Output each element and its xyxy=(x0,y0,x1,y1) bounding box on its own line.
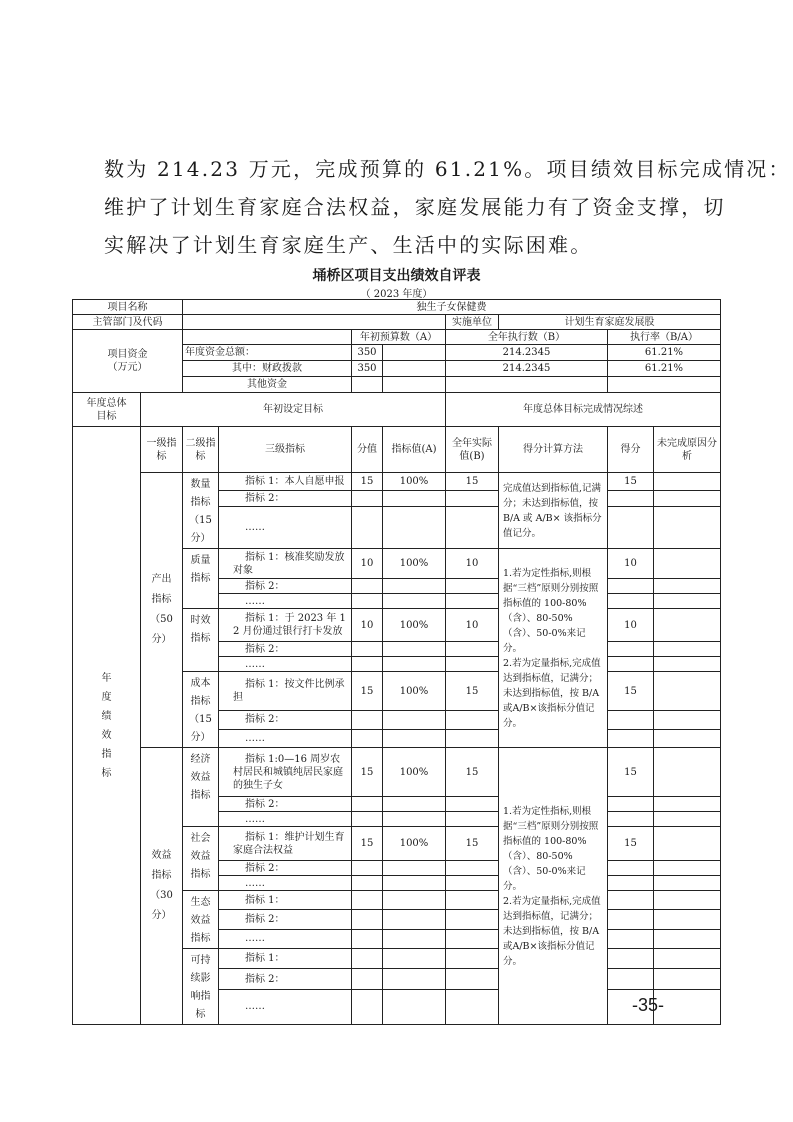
header-score-value: 分值 xyxy=(352,427,383,473)
table-row xyxy=(73,473,721,491)
score-method: 1.若为定性指标,则根据“三档”原则分别按照指标值的 100-80%（含）、80-50%（含）、50-0%来记分。 2.若为定量指标,完成值达到指标值，记满分；未达到指标值，按 B/A 或A/B×该指标分值记分。 xyxy=(499,549,608,748)
indicator-actual xyxy=(446,929,499,948)
project-name-label: 项目名称 xyxy=(73,300,183,315)
indicator-score-value xyxy=(352,861,383,876)
indicator-actual xyxy=(446,711,499,729)
reason-cell xyxy=(654,876,721,891)
indicator-score-value: 15 xyxy=(352,672,383,711)
group-label-text: 效益指标（30分） xyxy=(150,850,173,921)
blank-cell xyxy=(383,345,446,361)
reason-cell xyxy=(654,657,721,672)
indicator-name: 指标 2： xyxy=(219,861,352,876)
indicator-target xyxy=(383,579,446,594)
indicator-target: 100% xyxy=(383,748,446,797)
reason-cell xyxy=(654,812,721,827)
indicator-score: 10 xyxy=(608,549,654,579)
indicator-score-value xyxy=(352,711,383,729)
indicator-score-value xyxy=(352,969,383,989)
annual-perf-label xyxy=(73,427,141,1025)
paragraph-line: 实解决了计划生育家庭生产、生活中的实际困难。 xyxy=(104,233,593,257)
funds-row-label: 其中：财政拨款 xyxy=(183,361,352,377)
indicator-target xyxy=(383,876,446,891)
indicator-name: 指标 2： xyxy=(219,711,352,729)
exec-value: 214.2345 xyxy=(446,361,608,377)
header-reason: 未完成原因分析 xyxy=(654,427,721,473)
reason-cell xyxy=(654,507,721,549)
indicator-actual xyxy=(446,490,499,507)
indicator-name: 指标 2： xyxy=(219,797,352,812)
impl-unit-label: 实施单位 xyxy=(446,315,499,330)
indicator-score: 15 xyxy=(608,672,654,711)
indicator-actual: 15 xyxy=(446,827,499,861)
header-actual-value: 全年实际值(B) xyxy=(446,427,499,473)
blank-cell xyxy=(383,361,446,377)
indicator-target xyxy=(383,929,446,948)
benefit_group-label xyxy=(141,748,183,1025)
indicator-actual xyxy=(446,876,499,891)
header-level3: 三级指标 xyxy=(219,427,352,473)
subgroup-label-text: 社会效益指标 xyxy=(190,833,211,880)
subgroup-label xyxy=(183,549,219,609)
table-row xyxy=(73,393,721,427)
indicator-score-value xyxy=(352,594,383,609)
rate-value: 61.21% xyxy=(608,345,721,361)
indicator-target xyxy=(383,989,446,1024)
table-row xyxy=(73,300,721,315)
rate-value xyxy=(608,377,721,393)
indicator-name: …… xyxy=(219,507,352,549)
reason-cell xyxy=(654,490,721,507)
indicator-target xyxy=(383,861,446,876)
subgroup-label-text: 质量指标 xyxy=(190,555,211,584)
indicator-score-value xyxy=(352,507,383,549)
funds-row-label: 其他资金 xyxy=(183,377,352,393)
table-row xyxy=(73,427,721,473)
subgroup-label xyxy=(183,949,219,1025)
table-subtitle: （ 2023 年度） xyxy=(360,289,433,300)
blank-cell xyxy=(183,330,352,345)
reason-cell xyxy=(654,594,721,609)
indicator-score xyxy=(608,729,654,747)
indicator-score xyxy=(608,711,654,729)
indicator-score: 15 xyxy=(608,473,654,491)
header-target-value: 指标值(A) xyxy=(383,427,446,473)
indicator-actual: 10 xyxy=(446,549,499,579)
indicator-score-value xyxy=(352,891,383,910)
score-method: 1.若为定性指标,则根据“三档”原则分别按照指标值的 100-80%（含）、80-50%（含）、50-0%来记分。 2.若为定量指标,完成值达到指标值，记满分；未达到指标值，按 B/A 或A/B×该指标分值记分。 xyxy=(499,748,608,1025)
indicator-target xyxy=(383,969,446,989)
indicator-name: 指标 1：核准奖励发放对象 xyxy=(219,549,352,579)
indicator-name: …… xyxy=(219,657,352,672)
reason-cell xyxy=(654,861,721,876)
subgroup-label-text: 时效指标 xyxy=(190,615,211,644)
indicator-score xyxy=(608,594,654,609)
indicator-name: 指标 1：维护计划生育家庭合法权益 xyxy=(219,827,352,861)
indicator-name: …… xyxy=(219,729,352,747)
indicator-score-value xyxy=(352,989,383,1024)
reason-cell xyxy=(654,910,721,929)
indicator-actual xyxy=(446,969,499,989)
indicator-name: 指标 1： xyxy=(219,949,352,969)
subgroup-label-text: 成本指标（15分） xyxy=(189,678,212,743)
indicator-target: 100% xyxy=(383,609,446,642)
indicator-score-value xyxy=(352,579,383,594)
indicator-actual xyxy=(446,949,499,969)
reason-cell xyxy=(654,711,721,729)
exec-value: 214.2345 xyxy=(446,345,608,361)
indicator-name: …… xyxy=(219,812,352,827)
dept-value xyxy=(183,315,446,330)
funds-row-label: 年度资金总额： xyxy=(183,345,352,361)
indicator-actual: 15 xyxy=(446,748,499,797)
reason-cell xyxy=(654,969,721,989)
indicator-score xyxy=(608,891,654,910)
reason-cell xyxy=(654,748,721,797)
performance-table xyxy=(72,299,721,1025)
body-paragraph xyxy=(104,150,791,264)
reason-cell xyxy=(654,891,721,910)
reason-cell xyxy=(654,549,721,579)
indicator-score-value xyxy=(352,812,383,827)
indicator-actual xyxy=(446,594,499,609)
indicator-score-value xyxy=(352,642,383,657)
indicator-actual xyxy=(446,657,499,672)
output_group-label xyxy=(141,473,183,748)
indicator-target xyxy=(383,797,446,812)
annual-perf-text: 年度绩效指标 xyxy=(101,672,112,779)
indicator-name: 指标 1：于 2023 年 12 月份通过银行打卡发放 xyxy=(219,609,352,642)
indicator-actual: 15 xyxy=(446,672,499,711)
subgroup-label xyxy=(183,748,219,827)
indicator-actual xyxy=(446,989,499,1024)
indicator-name: 指标 2： xyxy=(219,579,352,594)
reason-cell xyxy=(654,797,721,812)
indicator-score-value xyxy=(352,876,383,891)
reason-cell xyxy=(654,672,721,711)
reason-cell xyxy=(654,929,721,948)
reason-cell xyxy=(654,949,721,969)
indicator-actual xyxy=(446,861,499,876)
indicator-score xyxy=(608,861,654,876)
score-method: 完成值达到指标值,记满分；未达到指标值，按B/A 或 A/B× 该指标分值记分。 xyxy=(499,473,608,549)
indicator-target: 100% xyxy=(383,549,446,579)
indicator-name: …… xyxy=(219,929,352,948)
indicator-score xyxy=(608,490,654,507)
indicator-name: …… xyxy=(219,989,352,1024)
subgroup-label-text: 可持续影响指标 xyxy=(190,955,211,1020)
indicator-score xyxy=(608,657,654,672)
goals-label-line: 目标 xyxy=(96,410,117,422)
indicator-score-value xyxy=(352,929,383,948)
indicator-target xyxy=(383,891,446,910)
summary-header: 年度总体目标完成情况综述 xyxy=(446,393,721,427)
indicator-name: 指标 2： xyxy=(219,642,352,657)
indicator-score xyxy=(608,797,654,812)
indicator-target xyxy=(383,812,446,827)
funds-label-line: 项目资金 xyxy=(107,349,148,360)
indicator-score xyxy=(608,507,654,549)
impl-unit-value: 计划生育家庭发展股 xyxy=(499,315,721,330)
indicator-target xyxy=(383,711,446,729)
table-row xyxy=(73,748,721,797)
indicator-score xyxy=(608,642,654,657)
goals-label xyxy=(73,393,141,427)
indicator-name: 指标 1：按文件比例承担 xyxy=(219,672,352,711)
indicator-target xyxy=(383,910,446,929)
indicator-target: 100% xyxy=(383,672,446,711)
header-method: 得分计算方法 xyxy=(499,427,608,473)
reason-cell xyxy=(654,579,721,594)
paragraph-line: 维护了计划生育家庭合法权益，家庭发展能力有了资金支撑，切 xyxy=(104,195,726,219)
indicator-actual: 10 xyxy=(446,609,499,642)
indicator-score-value xyxy=(352,797,383,812)
indicator-name: 指标 1：本人自愿申报 xyxy=(219,473,352,491)
indicator-score-value: 15 xyxy=(352,827,383,861)
indicator-score-value: 10 xyxy=(352,609,383,642)
funds-label xyxy=(73,330,183,393)
subgroup-label xyxy=(183,827,219,891)
budget-value: 350 xyxy=(352,345,383,361)
reason-cell xyxy=(654,473,721,491)
indicator-score xyxy=(608,579,654,594)
reason-cell xyxy=(654,642,721,657)
indicator-target xyxy=(383,729,446,747)
indicator-target xyxy=(383,507,446,549)
set-goal-header: 年初设定目标 xyxy=(141,393,446,427)
reason-cell xyxy=(654,827,721,861)
header-level2: 二级指标 xyxy=(183,427,219,473)
reason-cell xyxy=(654,609,721,642)
subgroup-label xyxy=(183,609,219,672)
subgroup-label-text: 数量指标（15分） xyxy=(189,479,212,544)
indicator-actual xyxy=(446,797,499,812)
dept-label: 主管部门及代码 xyxy=(73,315,183,330)
exec-value xyxy=(446,377,608,393)
indicator-score-value xyxy=(352,729,383,747)
col-exec: 全年执行数（B） xyxy=(446,330,608,345)
indicator-actual xyxy=(446,642,499,657)
paragraph-line: 数为 214.23 万元，完成预算的 61.21%。项目绩效目标完成情况： xyxy=(104,157,791,181)
indicator-score xyxy=(608,929,654,948)
indicator-score-value xyxy=(352,910,383,929)
indicator-score-value: 15 xyxy=(352,748,383,797)
goals-label-line: 年度总体 xyxy=(86,397,127,409)
indicator-target xyxy=(383,594,446,609)
indicator-actual xyxy=(446,891,499,910)
indicator-actual xyxy=(446,910,499,929)
col-budget: 年初预算数（A） xyxy=(352,330,446,345)
indicator-name: 指标 2： xyxy=(219,490,352,507)
table-row xyxy=(73,315,721,330)
indicator-name: 指标 1： xyxy=(219,891,352,910)
indicator-name: 指标 1:0—16 周岁农村居民和城镇纯居民家庭的独生子女 xyxy=(219,748,352,797)
indicator-target xyxy=(383,642,446,657)
subgroup-label xyxy=(183,672,219,748)
indicator-score xyxy=(608,969,654,989)
indicator-score-value: 15 xyxy=(352,473,383,491)
indicator-target: 100% xyxy=(383,473,446,491)
indicator-name: …… xyxy=(219,876,352,891)
budget-value xyxy=(352,377,383,393)
reason-cell xyxy=(654,729,721,747)
table-row xyxy=(73,330,721,345)
indicator-score xyxy=(608,910,654,929)
indicator-target xyxy=(383,949,446,969)
indicator-target: 100% xyxy=(383,827,446,861)
indicator-score-value xyxy=(352,490,383,507)
indicator-target xyxy=(383,657,446,672)
subgroup-label xyxy=(183,891,219,949)
indicator-score: 15 xyxy=(608,827,654,861)
table-title: 埇桥区项目支出绩效自评表 xyxy=(312,268,481,284)
page-number: -35- xyxy=(632,995,665,1015)
indicator-name: …… xyxy=(219,594,352,609)
subgroup-label-text: 生态效益指标 xyxy=(190,897,211,944)
indicator-score xyxy=(608,812,654,827)
indicator-actual xyxy=(446,729,499,747)
project-name-value: 独生子女保健费 xyxy=(183,300,721,315)
indicator-score-value xyxy=(352,657,383,672)
indicator-actual: 15 xyxy=(446,473,499,491)
indicator-actual xyxy=(446,812,499,827)
budget-value: 350 xyxy=(352,361,383,377)
indicator-score-value xyxy=(352,949,383,969)
indicator-score: 10 xyxy=(608,609,654,642)
indicator-score-value: 10 xyxy=(352,549,383,579)
indicator-score: 15 xyxy=(608,748,654,797)
header-score: 得分 xyxy=(608,427,654,473)
indicator-name: 指标 2： xyxy=(219,910,352,929)
subgroup-label xyxy=(183,473,219,549)
indicator-name: 指标 2： xyxy=(219,969,352,989)
indicator-score xyxy=(608,949,654,969)
funds-label-line: （万元） xyxy=(107,362,148,373)
indicator-target xyxy=(383,490,446,507)
indicator-actual xyxy=(446,507,499,549)
subgroup-label-text: 经济效益指标 xyxy=(190,754,211,801)
header-level1: 一级指标 xyxy=(141,427,183,473)
col-rate: 执行率（B/A） xyxy=(608,330,721,345)
blank-cell xyxy=(383,377,446,393)
group-label-text: 产出指标（50分） xyxy=(150,574,173,645)
indicator-actual xyxy=(446,579,499,594)
indicator-score xyxy=(608,876,654,891)
rate-value: 61.21% xyxy=(608,361,721,377)
